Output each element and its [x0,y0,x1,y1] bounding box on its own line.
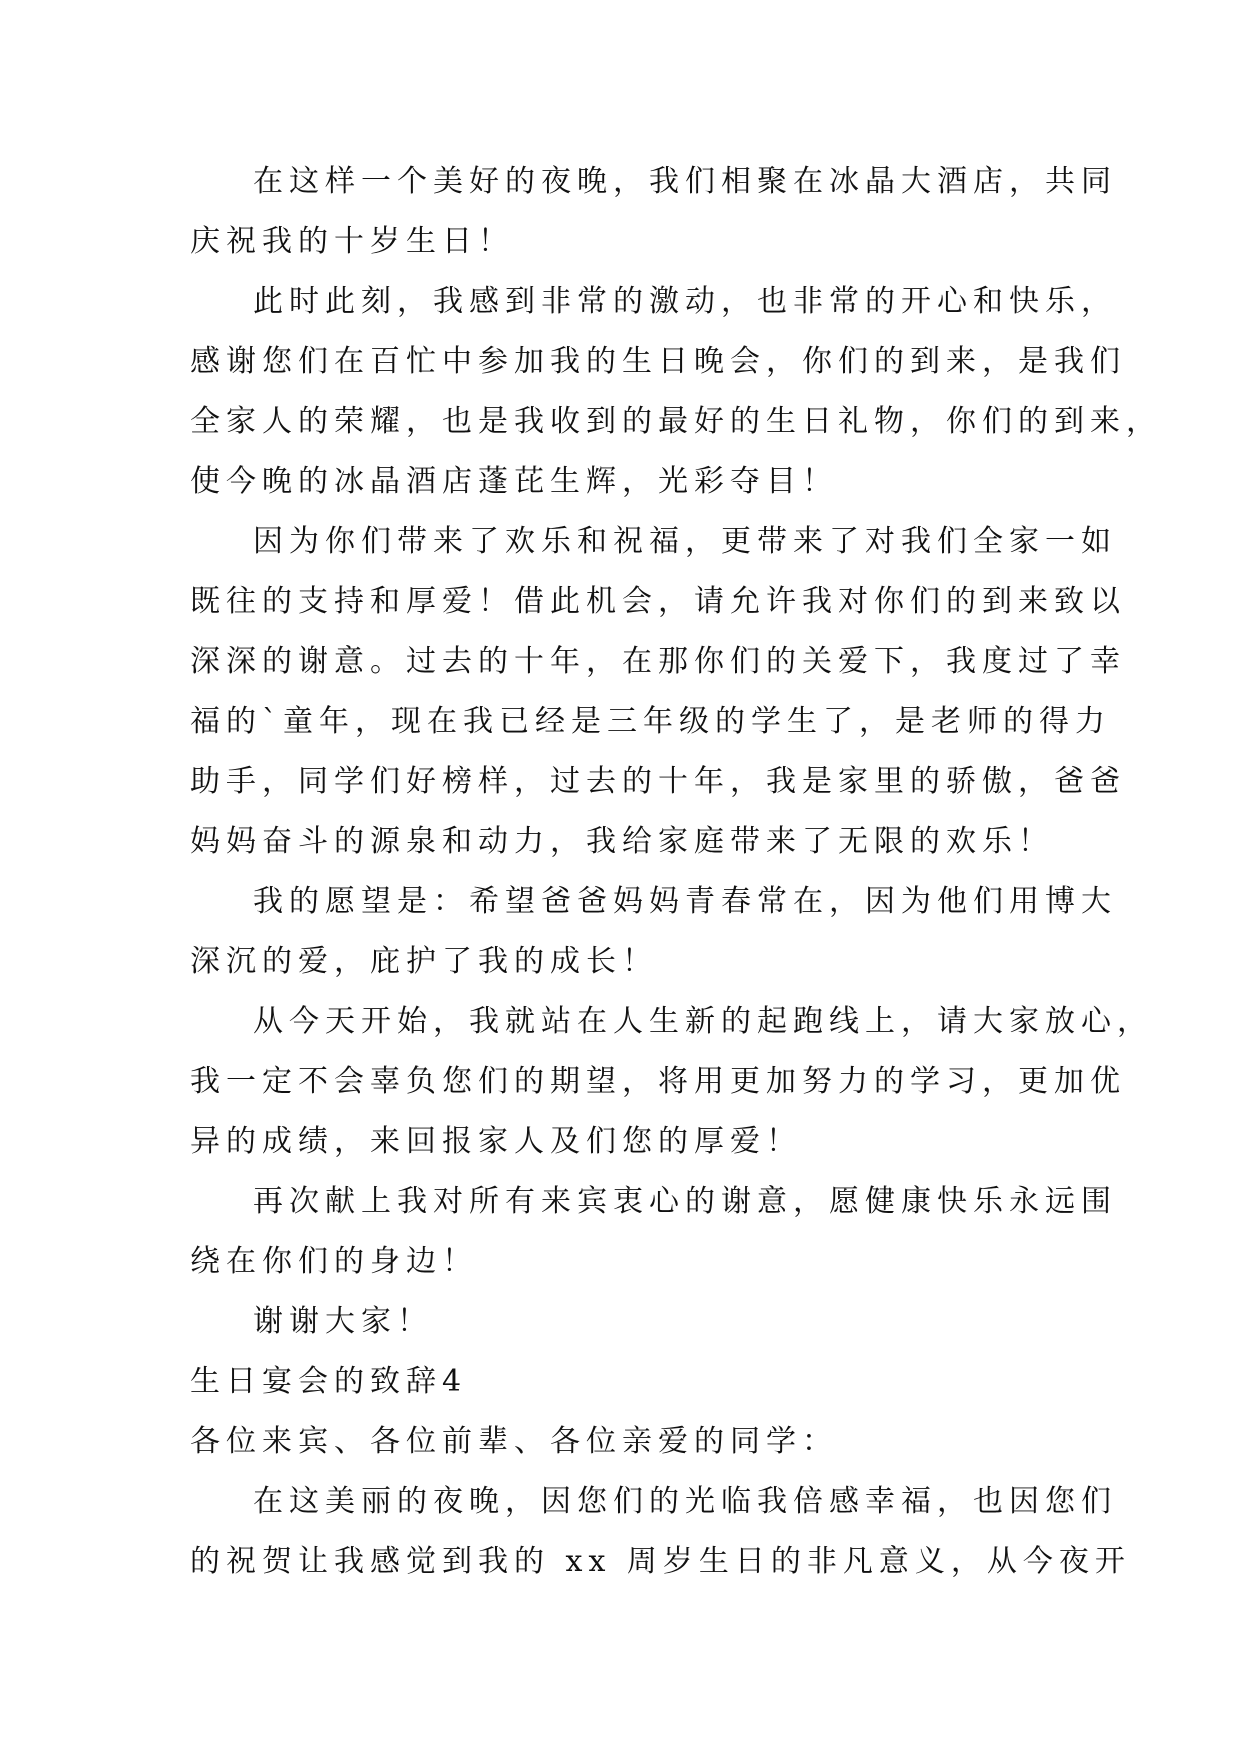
salutation: 各位来宾、各位前辈、各位亲爱的同学： [190,1424,838,1459]
text-line: 在这样一个美好的夜晚，我们相聚在冰晶大酒店，共同 [253,164,1117,199]
text-line: 的祝贺让我感觉到我的 xx 周岁生日的非凡意义，从今夜开 [190,1544,1131,1579]
text-line: 异的成绩，来回报家人及们您的厚爱！ [190,1124,802,1159]
text-line: 全家人的荣耀，也是我收到的最好的生日礼物，你们的到来， [190,404,1162,439]
text-line: 因为你们带来了欢乐和祝福，更带来了对我们全家一如 [253,524,1117,559]
text-line: 庆祝我的十岁生日！ [190,224,514,259]
text-line: 我一定不会辜负您们的期望，将用更加努力的学习，更加优 [190,1064,1126,1099]
text-line: 福的`童年，现在我已经是三年级的学生了，是老师的得力 [190,704,1111,739]
text-line: 使今晚的冰晶酒店蓬芘生辉，光彩夺目！ [190,464,838,499]
text-line: 在这美丽的夜晚，因您们的光临我倍感幸福，也因您们 [253,1484,1117,1519]
text-line: 从今天开始，我就站在人生新的起跑线上，请大家放心， [253,1004,1153,1039]
text-line: 谢谢大家！ [253,1304,433,1339]
text-line: 深沉的爱，庇护了我的成长！ [190,944,658,979]
text-line: 妈妈奋斗的源泉和动力，我给家庭带来了无限的欢乐！ [190,824,1054,859]
text-line: 此时此刻，我感到非常的激动，也非常的开心和快乐， [253,284,1117,319]
text-line: 助手，同学们好榜样，过去的十年，我是家里的骄傲，爸爸 [190,764,1126,799]
document-body [190,152,1162,1592]
text-line: 绕在你们的身边！ [190,1244,478,1279]
section-heading: 生日宴会的致辞4 [190,1364,468,1399]
text-line: 我的愿望是：希望爸爸妈妈青春常在，因为他们用博大 [253,884,1117,919]
text-line: 感谢您们在百忙中参加我的生日晚会，你们的到来，是我们 [190,344,1126,379]
text-line: 深深的谢意。过去的十年，在那你们的关爱下，我度过了幸 [190,644,1126,679]
text-line: 既往的支持和厚爱！借此机会，请允许我对你们的到来致以 [190,584,1126,619]
text-line: 再次献上我对所有来宾衷心的谢意，愿健康快乐永远围 [253,1184,1117,1219]
